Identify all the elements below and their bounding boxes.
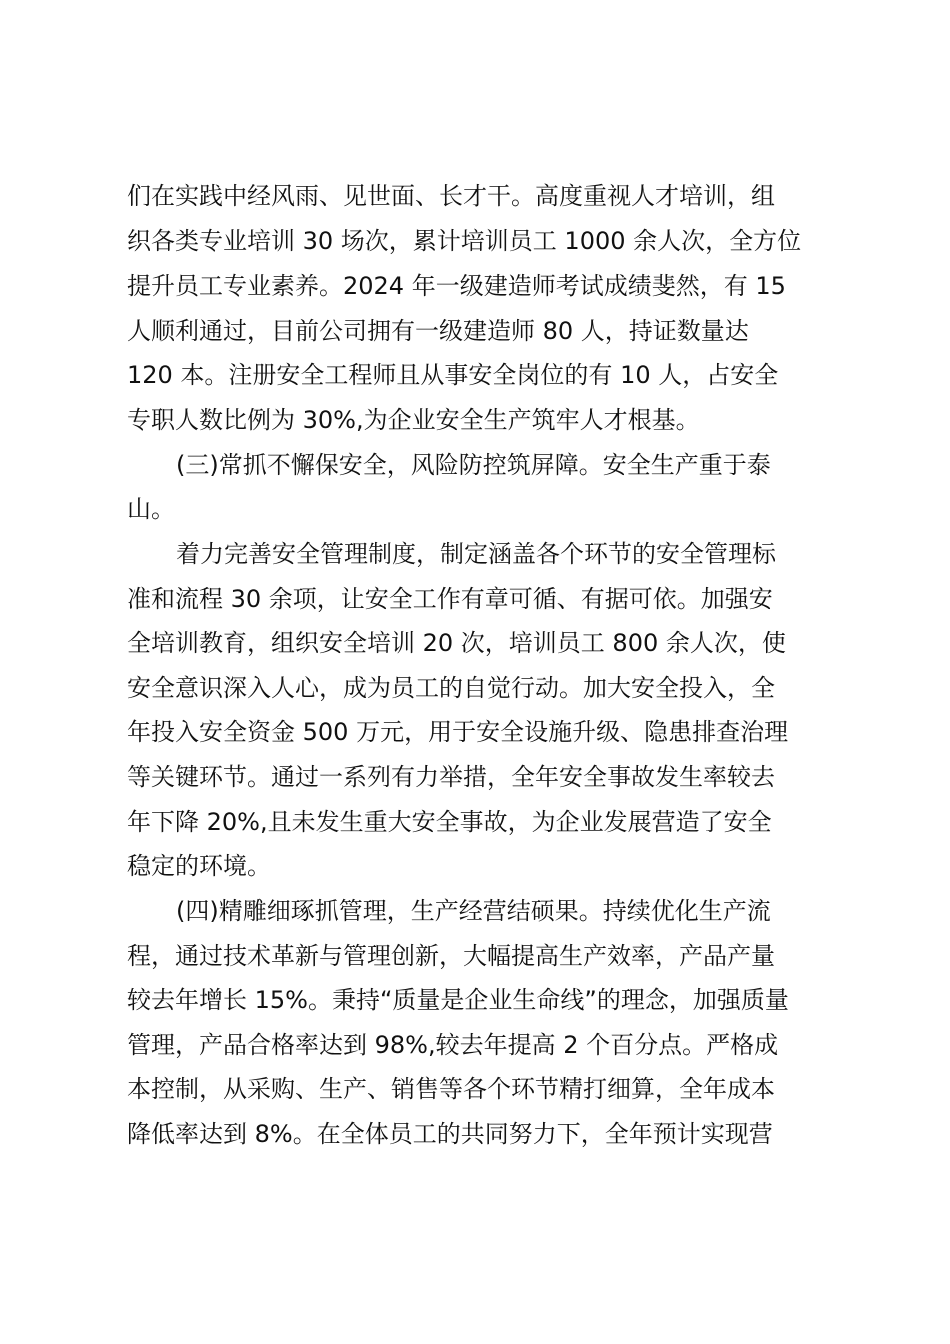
section-heading-4: (四)精雕细琢抓管理，生产经营结硕果。持续优化生产流 [176, 897, 771, 925]
text-line: 们在实践中经风雨、见世面、长才干。高度重视人才培训，组 [127, 182, 775, 210]
text-line: 织各类专业培训 30 场次，累计培训员工 1000 余人次，全方位 [127, 227, 802, 255]
text-line: 准和流程 30 余项，让安全工作有章可循、有据可依。加强安 [127, 585, 773, 613]
text-line: 提升员工专业素养。2024 年一级建造师考试成绩斐然，有 15 [127, 272, 786, 300]
text-line: 人顺利通过，目前公司拥有一级建造师 80 人，持证数量达 [127, 317, 749, 345]
text-line: 程，通过技术革新与管理创新，大幅提高生产效率，产品产量 [127, 942, 775, 970]
text-line: 全培训教育，组织安全培训 20 次，培训员工 800 余人次，使 [127, 629, 786, 657]
text-line: 管理，产品合格率达到 98%,较去年提高 2 个百分点。严格成 [127, 1031, 779, 1059]
text-line: 降低率达到 8%。在全体员工的共同努力下，全年预计实现营 [127, 1120, 773, 1148]
text-line: 120 本。注册安全工程师且从事安全岗位的有 10 人，占安全 [127, 361, 779, 389]
text-line: 年投入安全资金 500 万元，用于安全设施升级、隐患排查治理 [127, 718, 789, 746]
section-heading-3: (三)常抓不懈保安全，风险防控筑屏障。安全生产重于泰 [176, 451, 771, 479]
text-line: 安全意识深入人心，成为员工的自觉行动。加大安全投入，全 [127, 674, 775, 702]
text-line: 山。 [127, 495, 175, 523]
text-line: 着力完善安全管理制度，制定涵盖各个环节的安全管理标 [176, 540, 776, 568]
text-line: 稳定的环境。 [127, 852, 271, 880]
text-line: 专职人数比例为 30%,为企业安全生产筑牢人才根基。 [127, 406, 700, 434]
text-line: 较去年增长 15%。秉持“质量是企业生命线”的理念，加强质量 [127, 986, 789, 1014]
text-line: 年下降 20%,且未发生重大安全事故，为企业发展营造了安全 [127, 808, 772, 836]
text-line: 等关键环节。通过一系列有力举措，全年安全事故发生率较去 [127, 763, 775, 791]
text-line: 本控制，从采购、生产、销售等各个环节精打细算，全年成本 [127, 1075, 775, 1103]
